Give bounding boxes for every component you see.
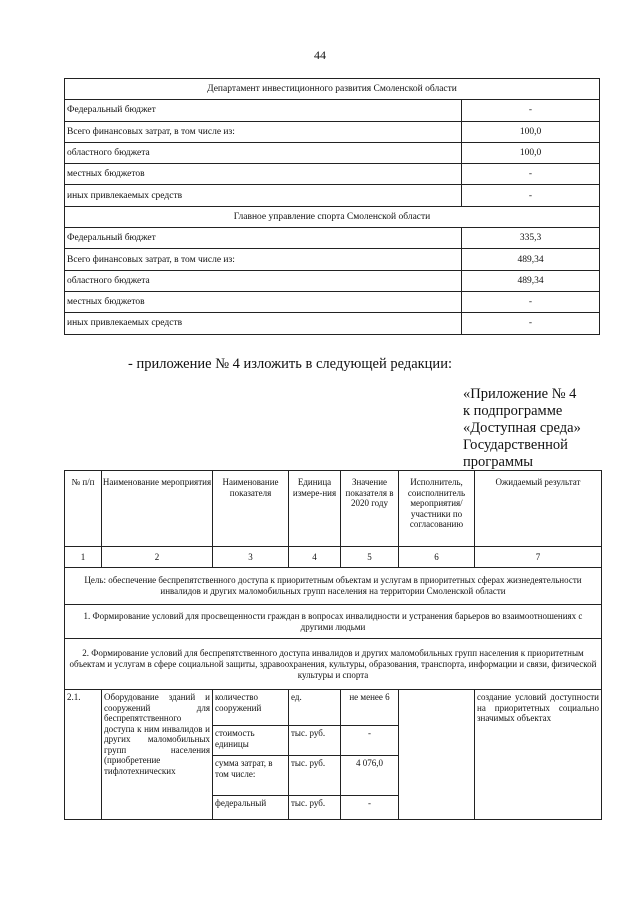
column-header: Исполнитель, соисполнитель мероприятия/ участники по согласованию (399, 471, 475, 547)
budget-value: 100,0 (462, 142, 600, 163)
budget-value: - (462, 291, 600, 312)
budget-label: Федеральный бюджет (65, 228, 462, 249)
expected-result: создание условий доступности на приоритетных социально значимых объектах (475, 690, 602, 820)
column-number: 7 (475, 547, 602, 568)
table-row (65, 185, 600, 206)
budget-label: Федеральный бюджет (65, 100, 462, 121)
indicator-value: 4 076,0 (341, 756, 399, 796)
budget-label: местных бюджетов (65, 164, 462, 185)
budget-label: областного бюджета (65, 270, 462, 291)
column-number: 5 (341, 547, 399, 568)
budget-value: 335,3 (462, 228, 600, 249)
appendix-line: к подпрограмме (463, 403, 563, 419)
budget-label: областного бюджета (65, 142, 462, 163)
column-header: Единица измере-ния (289, 471, 341, 547)
table-row (65, 121, 600, 142)
appendix-line: «Приложение № 4 (463, 386, 577, 402)
column-number: 2 (102, 547, 213, 568)
appendix-line: программы (463, 454, 533, 470)
table-row (65, 313, 600, 334)
section-header: Главное управление спорта Смоленской области (65, 206, 600, 227)
indicator-name: федеральный (213, 796, 289, 820)
column-header: № п/п (65, 471, 102, 547)
budget-value: - (462, 313, 600, 334)
indicator-value: - (341, 796, 399, 820)
redaction-text: - приложение № 4 изложить в следующей редакции: (128, 356, 452, 372)
indicator-value: - (341, 726, 399, 756)
finance-table (64, 78, 600, 335)
budget-label: Всего финансовых затрат, в том числе из: (65, 249, 462, 270)
appendix-line: Государственной (463, 437, 568, 453)
item-name: Оборудование зданий и сооружений для беспрепятственного доступа к ним инвалидов и других маломобильных групп населения (приобретение тифлотехнических (102, 690, 213, 820)
budget-value: - (462, 100, 600, 121)
item-number: 2.1. (65, 690, 102, 820)
column-number: 6 (399, 547, 475, 568)
appendix-heading (463, 386, 581, 471)
budget-value: 489,34 (462, 270, 600, 291)
table-row (65, 291, 600, 312)
table-row (65, 228, 600, 249)
appendix-line: «Доступная среда» (463, 420, 581, 436)
budget-value: - (462, 164, 600, 185)
column-header: Наименование мероприятия (102, 471, 213, 547)
indicator-unit: ед. (289, 690, 341, 726)
page-number: 44 (314, 48, 326, 62)
indicator-name: количество сооружений (213, 690, 289, 726)
indicator-name: сумма затрат, в том числе: (213, 756, 289, 796)
task-row: 1. Формирование условий для просвещенности граждан в вопросах инвалидности и устранения барьеров во взаимоотношениях с другими людьми (65, 605, 602, 639)
task-row: 2. Формирование условий для беспрепятственного доступа инвалидов и других маломобильных групп населения к приоритетным объектам и услугам в сфере социальной защиты, здравоохранения, культуры, образования, транспорта, информации и связи, физической культуры и спорта (65, 639, 602, 690)
column-header: Ожидаемый результат (475, 471, 602, 547)
indicator-unit: тыс. руб. (289, 756, 341, 796)
indicator-value: не менее 6 (341, 690, 399, 726)
budget-label: иных привлекаемых средств (65, 185, 462, 206)
indicator-name: стоимость единицы (213, 726, 289, 756)
indicator-unit: тыс. руб. (289, 726, 341, 756)
table-row (65, 100, 600, 121)
budget-label: иных привлекаемых средств (65, 313, 462, 334)
budget-label: местных бюджетов (65, 291, 462, 312)
indicator-unit: тыс. руб. (289, 796, 341, 820)
table-row (65, 249, 600, 270)
column-header: Наименование показателя (213, 471, 289, 547)
column-number: 3 (213, 547, 289, 568)
column-header: Значение показателя в 2020 году (341, 471, 399, 547)
budget-label: Всего финансовых затрат, в том числе из: (65, 121, 462, 142)
column-number: 1 (65, 547, 102, 568)
column-number: 4 (289, 547, 341, 568)
table-row (65, 142, 600, 163)
budget-value: - (462, 185, 600, 206)
budget-value: 100,0 (462, 121, 600, 142)
executor-cell (399, 690, 475, 820)
table-row (65, 164, 600, 185)
budget-value: 489,34 (462, 249, 600, 270)
table-row (65, 270, 600, 291)
activities-table (64, 470, 602, 820)
section-header: Департамент инвестиционного развития Смоленской области (65, 79, 600, 100)
goal-row: Цель: обеспечение беспрепятственного доступа к приоритетным объектам и услугам в приоритетных сферах жизнедеятельности инвалидов и других маломобильных групп населения на территории Смоленской области (65, 568, 602, 605)
